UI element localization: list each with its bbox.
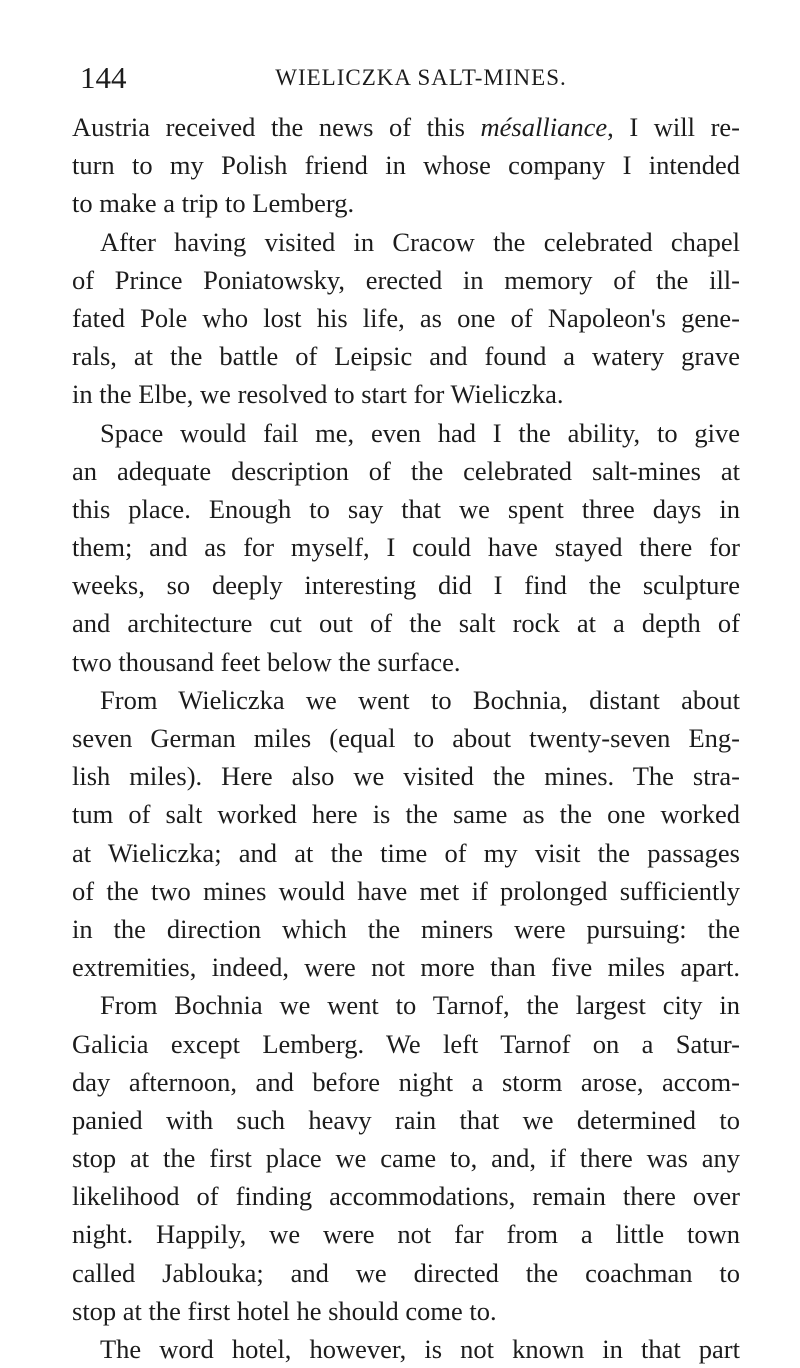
italic-word: mésalliance (480, 112, 608, 142)
text-line: Galicia except Lemberg. We left Tarnof on a Satur- (72, 1028, 740, 1059)
text-line: in the Elbe, we resolved to start for Wieliczka. (72, 379, 564, 410)
text-line: called Jablouka; and we directed the coachman to (72, 1257, 740, 1288)
text-line: of Prince Poniatowsky, erected in memory of the ill- (72, 264, 740, 295)
book-page (72, 58, 740, 1368)
text-line: them; and as for myself, I could have stayed there for (72, 532, 740, 563)
text-line: to make a trip to Lemberg. (72, 188, 355, 219)
text-line: The word hotel, however, is not known in that part (100, 1334, 740, 1364)
text-line: seven German miles (equal to about twenty-seven Eng- (72, 723, 740, 753)
text-line: turn to my Polish friend in whose company I intended (72, 150, 740, 181)
text-line: two thousand feet below the surface. (72, 646, 461, 677)
body-text (72, 108, 740, 1368)
text-line: at Wieliczka; and at the time of my visit the passages (72, 837, 740, 868)
page-number: 144 (80, 60, 127, 95)
text-line: of the two mines would have met if prolonged sufficiently (72, 875, 740, 906)
text-line: an adequate description of the celebrated salt-mines at (72, 455, 740, 486)
text-line: panied with such heavy rain that we determined to (72, 1104, 740, 1135)
text-line: stop at the first place we came to, and, if there was any (72, 1143, 740, 1174)
text-line: likelihood of finding accommodations, remain there over (72, 1181, 740, 1212)
text-line: in the direction which the miners were pursuing: the (72, 913, 740, 944)
text-line: day afternoon, and before night a storm arose, accom- (72, 1066, 740, 1097)
text-line: From Bochnia we went to Tarnof, the largest city in (100, 990, 740, 1021)
text-line: this place. Enough to say that we spent three days in (72, 493, 740, 524)
running-head: WIELICZKA SALT-MINES. (275, 65, 567, 90)
text-line: Austria received the news of this mésalliance, I will re- (72, 112, 740, 142)
text-line: extremities, indeed, were not more than five miles apart. (72, 952, 740, 983)
text-line: Space would fail me, even had I the ability, to give (100, 417, 740, 448)
page-header (72, 58, 740, 98)
text-line: rals, at the battle of Leipsic and found a watery grave (72, 341, 740, 372)
text-line: tum of salt worked here is the same as the one worked (72, 799, 740, 830)
text-line: stop at the first hotel he should come to. (72, 1295, 497, 1326)
text-line: and architecture cut out of the salt rock at a depth of (72, 608, 740, 639)
text-line: After having visited in Cracow the celebrated chapel (100, 226, 740, 257)
text-line: lish miles). Here also we visited the mines. The stra- (72, 761, 740, 792)
text-line: night. Happily, we were not far from a little town (72, 1219, 740, 1250)
text-line: weeks, so deeply interesting did I find the sculpture (72, 570, 740, 601)
text-line: From Wieliczka we went to Bochnia, distant about (100, 684, 740, 715)
text-line: fated Pole who lost his life, as one of Napoleon's gene- (72, 302, 740, 333)
